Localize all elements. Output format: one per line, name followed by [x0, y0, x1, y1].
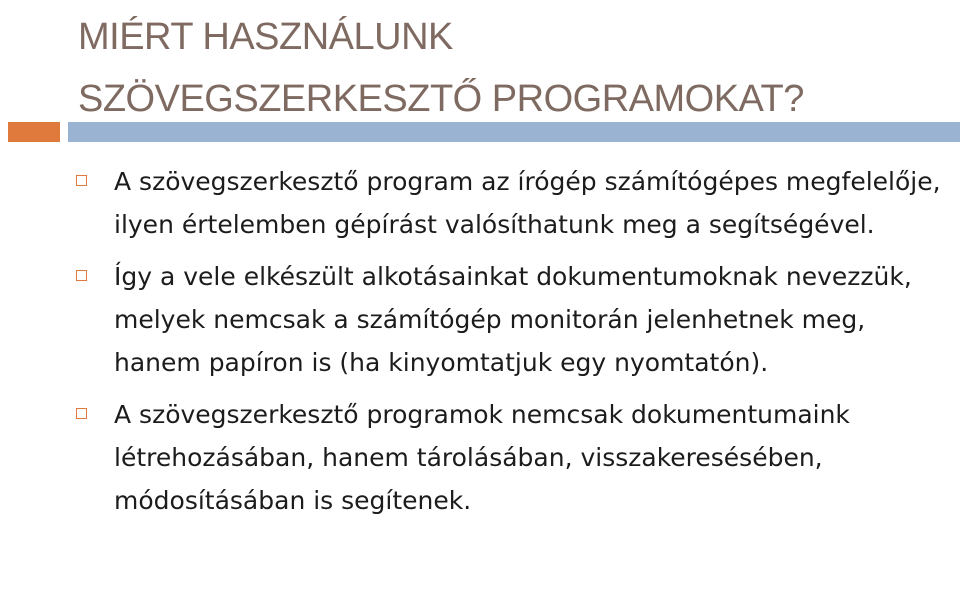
slide-title [78, 6, 804, 130]
bullet-list [72, 160, 952, 531]
hollow-square-icon [76, 408, 87, 419]
slide-title-line-2: SZÖVEGSZERKESZTŐ PROGRAMOKAT? [78, 78, 804, 120]
bullet-item [72, 160, 952, 246]
bullet-item [72, 393, 952, 522]
hollow-square-icon [76, 175, 87, 186]
bullet-text: A szövegszerkesztő programok nemcsak dokumentumaink létrehozásában, hanem tárolásában, visszakeresésében, módosításában is segítenek. [114, 400, 850, 515]
bullet-item [72, 255, 952, 384]
bullet-text: A szövegszerkesztő program az írógép számítógépes megfelelője, ilyen értelemben gépírást valósíthatunk meg a segítségével. [114, 167, 941, 239]
slide-title-line-1: MIÉRT HASZNÁLUNK [78, 16, 453, 58]
accent-bar-blue [68, 122, 960, 142]
bullet-text: Így a vele elkészült alkotásainkat dokumentumoknak nevezzük, melyek nemcsak a számítógép monitorán jelenhetnek meg, hanem papíron is (ha kinyomtatjuk egy nyomtatón). [114, 262, 912, 377]
hollow-square-icon [76, 270, 87, 281]
accent-bar-orange [8, 122, 60, 142]
